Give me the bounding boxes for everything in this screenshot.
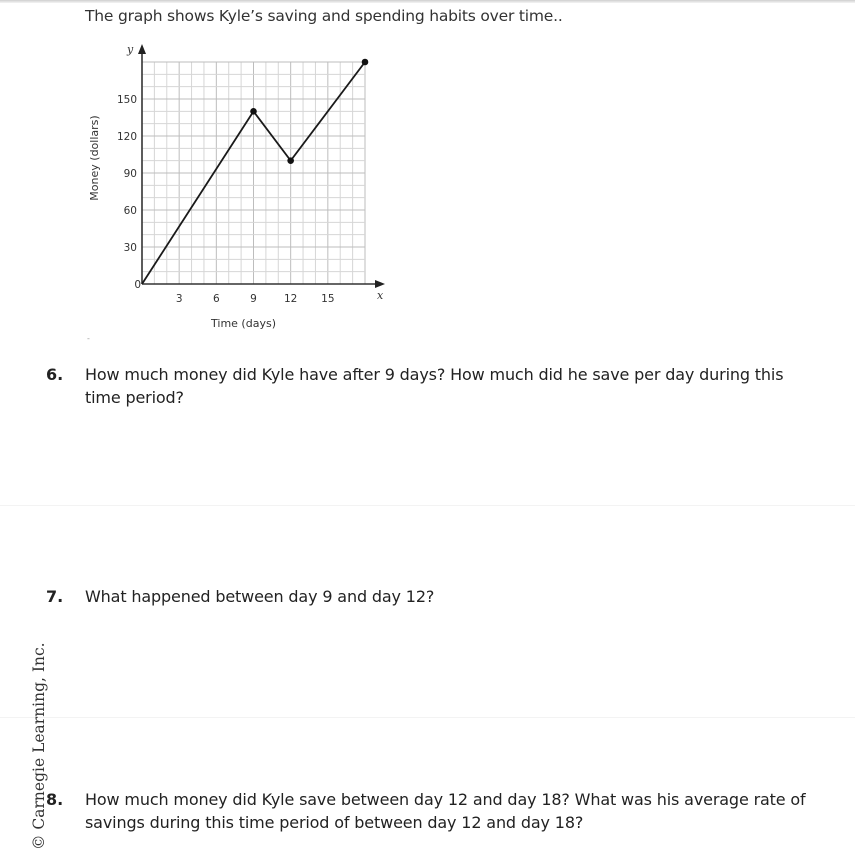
x-axis-arrow-icon [375,280,385,288]
intro-text: The graph shows Kyle’s saving and spending habits over time.. [85,7,563,25]
divider [0,505,855,506]
question-text: How much money did Kyle have after 9 days? How much did he save per day during this time period? [85,365,784,407]
question-text: How much money did Kyle save between day 12 and day 18? What was his average rate of savings during this time period of between day 12 and day 18? [85,790,806,832]
question-number: 8. [46,790,64,809]
origin-label: 0 [134,279,141,291]
x-tick-label: 6 [212,293,220,305]
y-tick-label: 30 [123,242,137,254]
x-axis-label: Time (days) [211,317,276,330]
divider [0,717,855,718]
y-tick-label: 150 [116,94,137,106]
stray-dash: - [87,334,90,343]
y-axis-variable: y [127,43,134,56]
x-tick-label: 15 [321,293,335,305]
x-axis-variable: x [377,289,384,302]
x-tick-label: 12 [283,293,298,305]
x-tick-label: 3 [175,293,183,305]
chart-grid [142,62,365,284]
chart-axes [138,44,385,288]
data-point [250,108,257,115]
question-text: What happened between day 9 and day 12? [85,587,435,606]
data-point [362,59,369,66]
question-6 [46,363,806,409]
question-7 [46,585,806,608]
line-chart [80,30,400,335]
copyright-text: © Carnegie Learning, Inc. [30,642,48,850]
y-axis-arrow-icon [138,44,146,54]
question-number: 7. [46,587,64,606]
x-tick-label: 9 [250,293,257,305]
y-tick-label: 90 [123,168,137,180]
question-8 [46,788,806,834]
top-border [0,0,855,3]
question-number: 6. [46,365,64,384]
data-point [287,157,294,164]
chart-series [142,59,368,284]
y-axis-label: Money (dollars) [88,115,101,201]
y-tick-label: 60 [123,205,137,217]
y-tick-label: 120 [116,131,137,143]
